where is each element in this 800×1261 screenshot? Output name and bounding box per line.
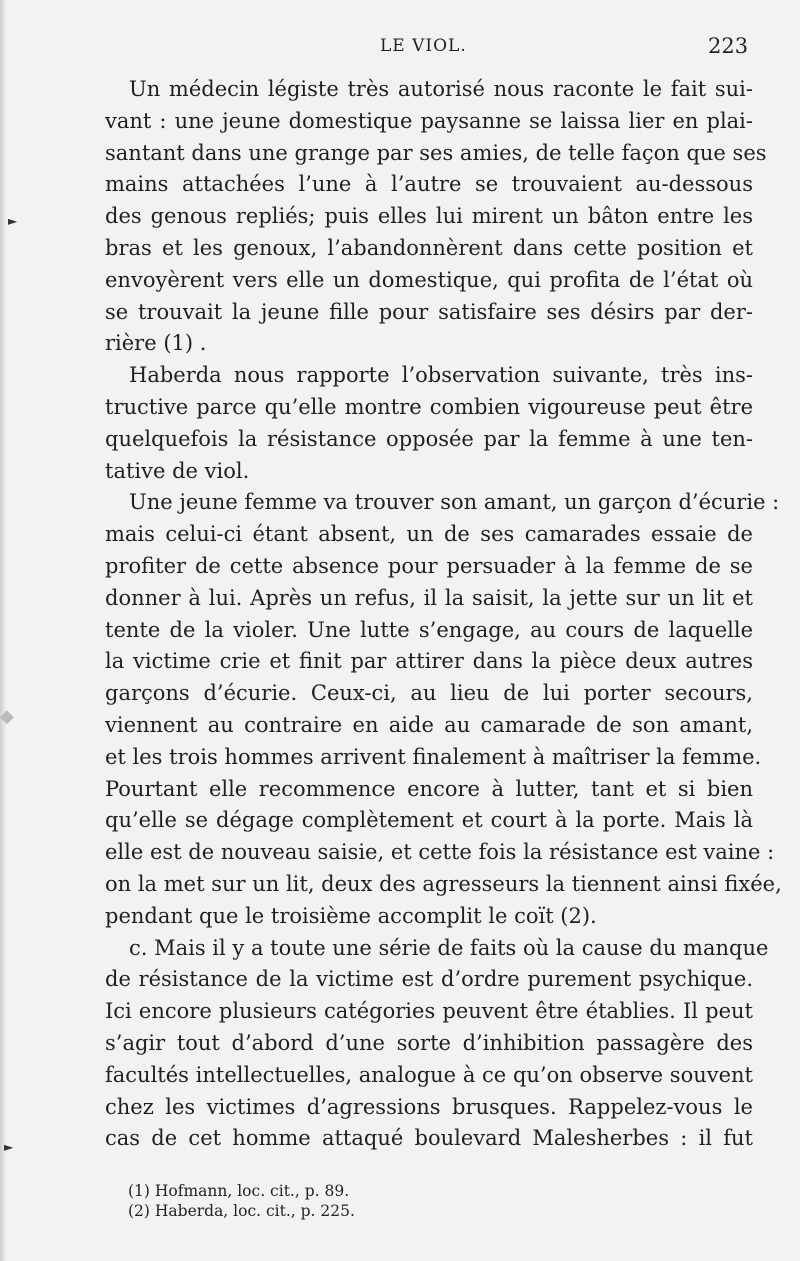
text-line: mains attachées l’une à l’autre se trouvaient au-dessous xyxy=(105,172,753,197)
text-line: donner à lui. Après un refus, il la saisit, la jette sur un lit et xyxy=(105,585,753,610)
text-line: Pourtant elle recommence encore à lutter, tant et si bien xyxy=(105,776,753,801)
text-line: elle est de nouveau saisie, et cette fois la résistance est vaine : xyxy=(105,840,775,865)
text-line: se trouvait la jeune fille pour satisfaire ses désirs par der- xyxy=(105,299,753,324)
text-line: viennent au contraire en aide au camarade de son amant, xyxy=(105,712,753,737)
text-line: tative de viol. xyxy=(105,458,250,483)
text-line: garçons d’écurie. Ceux-ci, au lieu de lui porter secours, xyxy=(105,681,753,706)
margin-mark-arrow-icon: ► xyxy=(8,214,18,228)
page-edge-shadow xyxy=(0,0,6,1261)
text-line: Haberda nous rapporte l’observation suivante, très ins- xyxy=(129,363,753,388)
text-line: profiter de cette absence pour persuader à la femme de se xyxy=(105,553,753,578)
text-line: des genous repliés; puis elles lui mirent un bâton entre les xyxy=(105,204,753,229)
margin-mark-tab-icon: ◆ xyxy=(0,706,14,727)
footnote-2: (2) Haberda, loc. cit., p. 225. xyxy=(128,1202,355,1220)
page-number: 223 xyxy=(708,34,749,58)
text-line: santant dans une grange par ses amies, de telle façon que ses xyxy=(105,140,767,165)
text-line: bras et les genoux, l’abandonnèrent dans cette position et xyxy=(105,235,753,260)
text-line: de résistance de la victime est d’ordre purement psychique. xyxy=(105,967,753,992)
text-line: la victime crie et finit par attirer dans la pièce deux autres xyxy=(105,649,753,674)
text-line: s’agir tout d’abord d’une sorte d’inhibition passagère des xyxy=(105,1030,753,1055)
text-line: quelquefois la résistance opposée par la femme à une ten- xyxy=(105,426,753,451)
text-line: pendant que le troisième accomplit le coït (2). xyxy=(105,903,597,928)
text-line: c. Mais il y a toute une série de faits où la cause du manque xyxy=(129,935,769,960)
text-line: facultés intellectuelles, analogue à ce qu’on observe souvent xyxy=(105,1062,753,1087)
running-title: LE VIOL. xyxy=(380,36,467,56)
text-line: tructive parce qu’elle montre combien vigoureuse peut être xyxy=(105,394,753,419)
text-line: Ici encore plusieurs catégories peuvent être établies. Il peut xyxy=(105,999,753,1024)
text-line: chez les victimes d’agressions brusques. Rappelez-vous le xyxy=(105,1094,753,1119)
text-line: envoyèrent vers elle un domestique, qui profita de l’état où xyxy=(105,267,753,292)
text-line: qu’elle se dégage complètement et court à la porte. Mais là xyxy=(105,808,753,833)
text-line: rière (1) . xyxy=(105,331,207,356)
text-line: Un médecin légiste très autorisé nous raconte le fait sui- xyxy=(129,77,753,101)
text-line: vant : une jeune domestique paysanne se laissa lier en plai- xyxy=(105,108,753,133)
text-line: Une jeune femme va trouver son amant, un garçon d’écurie : xyxy=(129,490,780,515)
text-line: cas de cet homme attaqué boulevard Malesherbes : il fut xyxy=(105,1126,753,1151)
footnotes xyxy=(128,1181,355,1221)
body-text xyxy=(105,74,782,1155)
text-line: et les trois hommes arrivent finalement à maîtriser la femme. xyxy=(105,744,762,769)
text-line: tente de la violer. Une lutte s’engage, au cours de laquelle xyxy=(105,617,753,642)
text-line: mais celui-ci étant absent, un de ses camarades essaie de xyxy=(105,522,753,547)
page-header xyxy=(0,36,800,66)
text-line: on la met sur un lit, deux des agresseurs la tiennent ainsi fixée, xyxy=(105,871,782,896)
margin-mark-arrow-icon: ► xyxy=(4,1140,14,1154)
footnote-1: (1) Hofmann, loc. cit., p. 89. xyxy=(128,1182,350,1200)
